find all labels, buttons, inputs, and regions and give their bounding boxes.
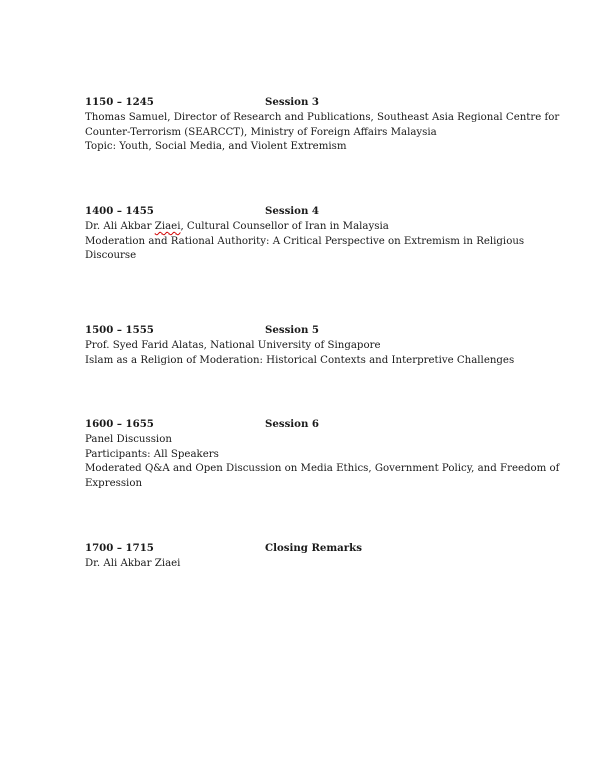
session-header [85, 542, 525, 557]
session-header [85, 418, 525, 433]
closing-remarks-block [85, 542, 525, 572]
topic-line-continued: Expression [85, 477, 143, 489]
session-title: Session 6 [265, 418, 320, 430]
session-4-block [85, 205, 525, 264]
speaker-line [85, 220, 525, 235]
session-header [85, 324, 525, 339]
session-header [85, 205, 525, 220]
session-format-line: Panel Discussion [85, 434, 172, 445]
speaker-affiliation: , Cultural Counsellor of Iran in Malaysia [180, 221, 389, 232]
session-header [85, 96, 525, 111]
session-6-block [85, 418, 560, 491]
session-time: 1500 – 1555 [85, 324, 154, 336]
speaker-line-continued: Counter-Terrorism (SEARCCT), Ministry of Foreign Affairs Malaysia [85, 126, 437, 138]
session-time: 1150 – 1245 [85, 96, 154, 108]
session-title: Closing Remarks [265, 542, 362, 554]
session-3-block [85, 96, 560, 155]
session-time: 1600 – 1655 [85, 418, 154, 430]
topic-line: Moderation and Rational Authority: A Critical Perspective on Extremism in Religious [85, 235, 525, 247]
session-title: Session 5 [265, 324, 320, 336]
speaker-line: Dr. Ali Akbar Ziaei [85, 558, 181, 569]
session-time: 1700 – 1715 [85, 542, 154, 554]
speaker-line: Prof. Syed Farid Alatas, National University of Singapore [85, 340, 381, 351]
topic-line-continued: Discourse [85, 250, 137, 262]
session-title: Session 3 [265, 96, 320, 108]
session-title: Session 4 [265, 205, 320, 217]
topic-line: Islam as a Religion of Moderation: Historical Contexts and Interpretive Challenges [85, 354, 515, 366]
speaker-name-prefix: Dr. Ali Akbar [85, 221, 155, 232]
topic-line: Moderated Q&A and Open Discussion on Media Ethics, Government Policy, and Freedom of [85, 463, 560, 475]
misspelled-word[interactable]: Ziaei [154, 221, 181, 232]
session-time: 1400 – 1455 [85, 205, 154, 217]
speaker-line: Thomas Samuel, Director of Research and Publications, Southeast Asia Regional Centre for [85, 112, 560, 123]
topic-line: Topic: Youth, Social Media, and Violent Extremism [85, 141, 347, 153]
session-5-block [85, 324, 525, 368]
participants-line: Participants: All Speakers [85, 448, 219, 460]
